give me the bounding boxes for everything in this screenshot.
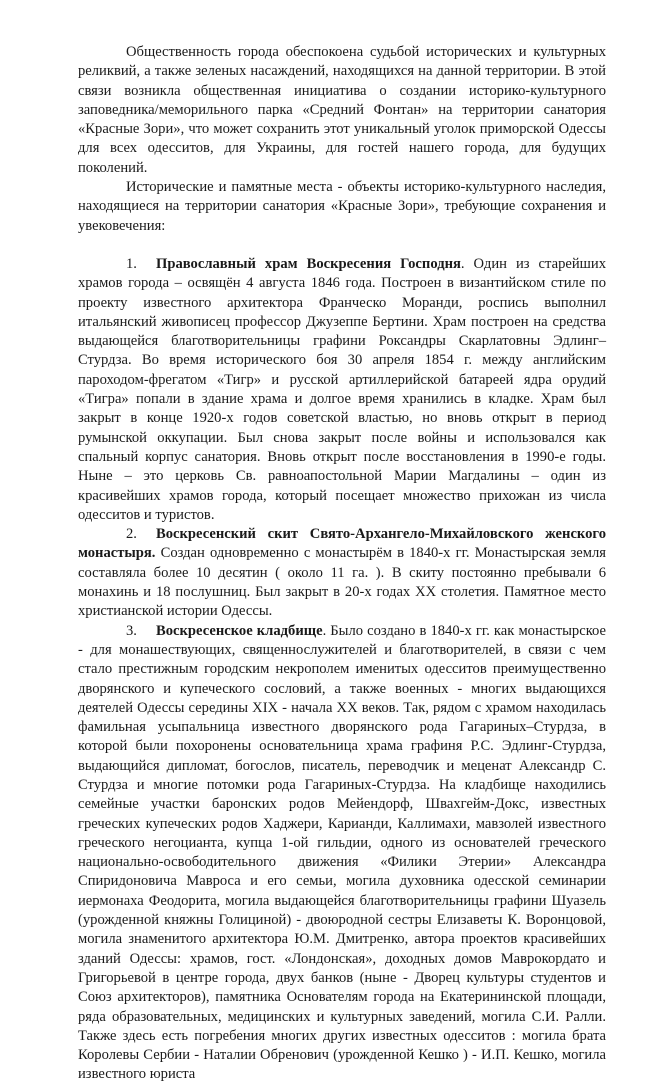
list-item-title: Воскресенское кладбище: [156, 622, 323, 639]
intro-paragraph-2: Исторические и памятные места - объекты историко-культурного наследия, находящиеся на территории санатория «Красные Зори», требующие сохранения и увековечения:: [78, 179, 606, 234]
list-item-text: Создан одновременно с монастырём в 1840-х гг. Монастырская земля составляла более 10 десятин ( около 11 га. ). В скиту постоянно пребывали 6 монахинь и 18 послушниц. Был закрыт в 20-х годах XX столетия. Памятное место христианской истории Одессы.: [78, 545, 606, 620]
list-item-text: . Было создано в 1840-х гг. как монастырское - для монашествующих, священнослужителей и благотворителей, в связи с чем стало престижным городским некрополем именитых одесситов преимущественно дворянского и купеческого сословий, а также военных - многих выдающихся деятелей Одессы середины XIX - начала XX веков. Так, рядом с храмом находилась фамильная усыпальница известного дворянского рода Гагариных–Стурдза, в которой были похоронены основательница храма графиня Р.С. Эдлинг-Стурдза, выдающийся дипломат, богослов, писатель, переводчик и меценат Александр С. Стурдза и многие потомки рода Гагариных-Стурдза. На кладбище находились семейные участки баронских родов Мейендорф, Швахгейм-Докс, известных греческих купеческих родов Хаджери, Карианди, Каллимахи, мавзолей известного греческого негоцианта, купца 1-ой гильдии, одного из основателей греческого национально-освободительного движения «Филики Этерии» Александра Спиридоновича Мавроса и его семьи, могила духовника одесской семинарии иермонаха Феодорита, могила выдающейся благотворительницы графини Шуазель (урожденной княжны Голициной) - двоюродной сестры Елизаветы К. Воронцовой, могила знаменитого архитектора Ю.М. Дмитренко, автора проектов красивейших зданий Одессы: храмов, гост. «Лондонская», доходных домов Маврокордато и Григорьевой в центре города, двух банков (ныне - Дворец культуры студентов и Союз архитекторов), памятника Основателям города на Екатерининской площади, ряда образовательных, медицинских и культурных заведений, могила С.И. Ралли. Также здесь есть погребения многих других известных одесситов : могила брата Королевы Сербии - Наталии Обренович (урожденной Кешко ) - И.П. Кешко, могила известного юриста: [78, 622, 606, 1083]
list-item-3: [78, 622, 606, 1085]
list-item-number: 3.: [126, 622, 137, 639]
intro-paragraph-1: Общественность города обеспокоена судьбой исторических и культурных реликвий, а также зеленых насаждений, находящихся на данной территории. В этой связи возникла общественная инициатива о создании историко-культурного заповедника/меморильного парка «Средний Фонтан» на территории санатория «Красные Зори», что может сохранить этот уникальный уголок приморской Одессы для всех одесситов, для Украины, для гостей нашего города, для будущих поколений.: [78, 44, 606, 176]
blank-line: [78, 236, 606, 255]
document-page: [78, 43, 606, 1085]
list-item-1: [78, 255, 606, 525]
list-item-text: . Один из старейших храмов города – освящён 4 августа 1846 года. Построен в византийском стиле по проекту известного архитектора Франческо Моранди, роспись выполнил итальянский живописец профессор Джузеппе Бертини. Храм построен на средства выдающейся благотворительницы графини Роксандры Скарлатовны Эдлинг–Стурдза. Во время исторического боя 30 апреля 1854 г. между английским пароходом-фрегатом «Тигр» и русской артиллерийской батареей ядра орудий «Тигра» попали в здание храма и долгое время хранились в кладке. Храм был закрыт в конце 1920-х годов советской властью, но вновь открыт в период румынской оккупации. Был снова закрыт после войны и использовался как спальный корпус санатория. Вновь открыт после восстановления в 1990-е годы. Ныне – это церковь Св. равноапостольной Марии Магдалины – один из красивейших храмов города, который посещает множество прихожан из числа одесситов и туристов.: [78, 255, 606, 523]
list-item-2: [78, 525, 606, 621]
list-item-title: Воскресенский скит Свято-Архангело-Михайловского женского монастыря.: [78, 526, 606, 562]
list-item-title: Православный храм Воскресения Господня: [156, 255, 461, 272]
list-item-number: 1.: [126, 255, 137, 272]
list-item-number: 2.: [126, 526, 137, 543]
